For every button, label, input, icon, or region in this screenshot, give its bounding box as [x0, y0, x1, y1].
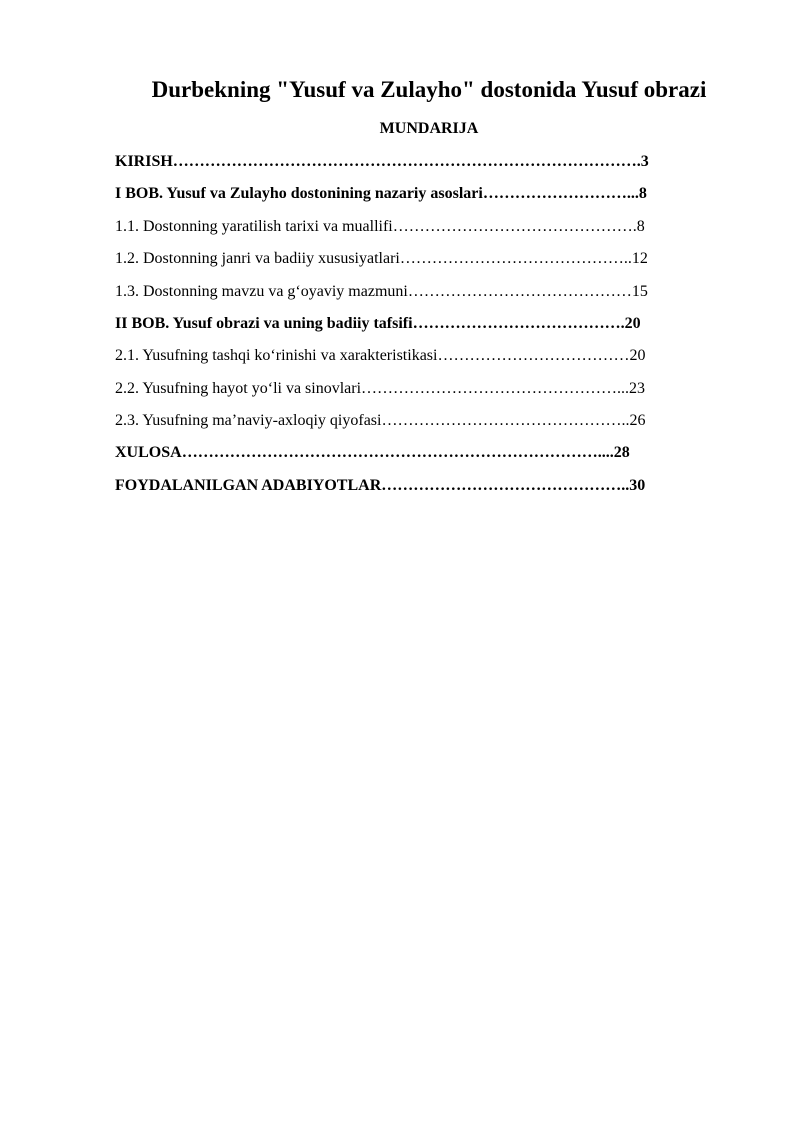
toc-entry — [115, 183, 647, 205]
toc-entry-page: 26 — [629, 412, 646, 429]
toc-entry-label: FOYDALANILGAN ADABIYOTLAR — [115, 477, 382, 494]
toc-entry-label: 1.2. Dostonning janri va badiiy xususiyatlari — [115, 250, 400, 267]
toc-entry-leader: ……………………………………………………………………………. — [172, 153, 641, 170]
toc-entry-leader: …………………………………. — [412, 315, 625, 332]
toc-entry-page: 23 — [629, 380, 646, 397]
toc-entry — [115, 151, 649, 173]
toc-entry-leader: …………………………………… — [407, 283, 632, 300]
toc-entry — [115, 281, 648, 303]
toc-entry-leader: ……………………………… — [437, 347, 630, 364]
toc-entry-page: 20 — [624, 315, 641, 332]
toc-entry-label: 2.2. Yusufning hayot yo‘li va sinovlari — [115, 380, 362, 397]
toc-entry-label: 2.1. Yusufning tashqi ko‘rinishi va xarakteristikasi — [115, 347, 438, 364]
toc-entry-label: KIRISH — [115, 153, 173, 170]
toc-entry-page: 28 — [613, 444, 630, 461]
toc-entry — [115, 345, 645, 367]
toc-entry-page: 20 — [629, 347, 646, 364]
toc-entry — [115, 475, 645, 497]
toc-entry-label: XULOSA — [115, 444, 182, 461]
toc-entry-leader: …………………………………………………………………….... — [181, 444, 614, 461]
toc-entry-leader: ……………………………………….. — [381, 412, 630, 429]
toc-entry-page: 8 — [638, 185, 647, 202]
toc-entry-label: 1.1. Dostonning yaratilish tarixi va muallifi — [115, 218, 393, 235]
toc-entry-label: 1.3. Dostonning mavzu va g‘oyaviy mazmuni — [115, 283, 408, 300]
toc-entry-leader: …………………………………………... — [361, 380, 630, 397]
toc-entry-leader: ………………………………………. — [392, 218, 637, 235]
toc-entry-page: 15 — [631, 283, 648, 300]
toc-entry-page: 3 — [640, 153, 649, 170]
toc-heading: MUNDARIJA — [379, 120, 479, 137]
toc-entry-label: II BOB. Yusuf obrazi va uning badiiy tafsifi — [115, 315, 413, 332]
toc-entry-leader: ……………………………………….. — [381, 477, 630, 494]
toc-entry-page: 12 — [631, 250, 648, 267]
toc-entry — [115, 313, 641, 335]
toc-entry-leader: …………………………………….. — [399, 250, 632, 267]
toc-entry — [115, 216, 645, 238]
toc-entry — [115, 248, 648, 270]
toc-entry-page: 8 — [636, 218, 645, 235]
toc-entry-label: I BOB. Yusuf va Zulayho dostonining nazariy asoslari — [115, 185, 483, 202]
toc-entry-page: 30 — [629, 477, 646, 494]
toc-entry — [115, 378, 645, 400]
toc-entry-label: 2.3. Yusufning ma’naviy-axloqiy qiyofasi — [115, 412, 382, 429]
document-title: Durbekning "Yusuf va Zulayho" dostonida Yusuf obrazi — [151, 77, 707, 102]
toc-entry-leader: ………………………... — [482, 185, 639, 202]
toc-entry — [115, 442, 630, 464]
toc-entry — [115, 410, 645, 432]
